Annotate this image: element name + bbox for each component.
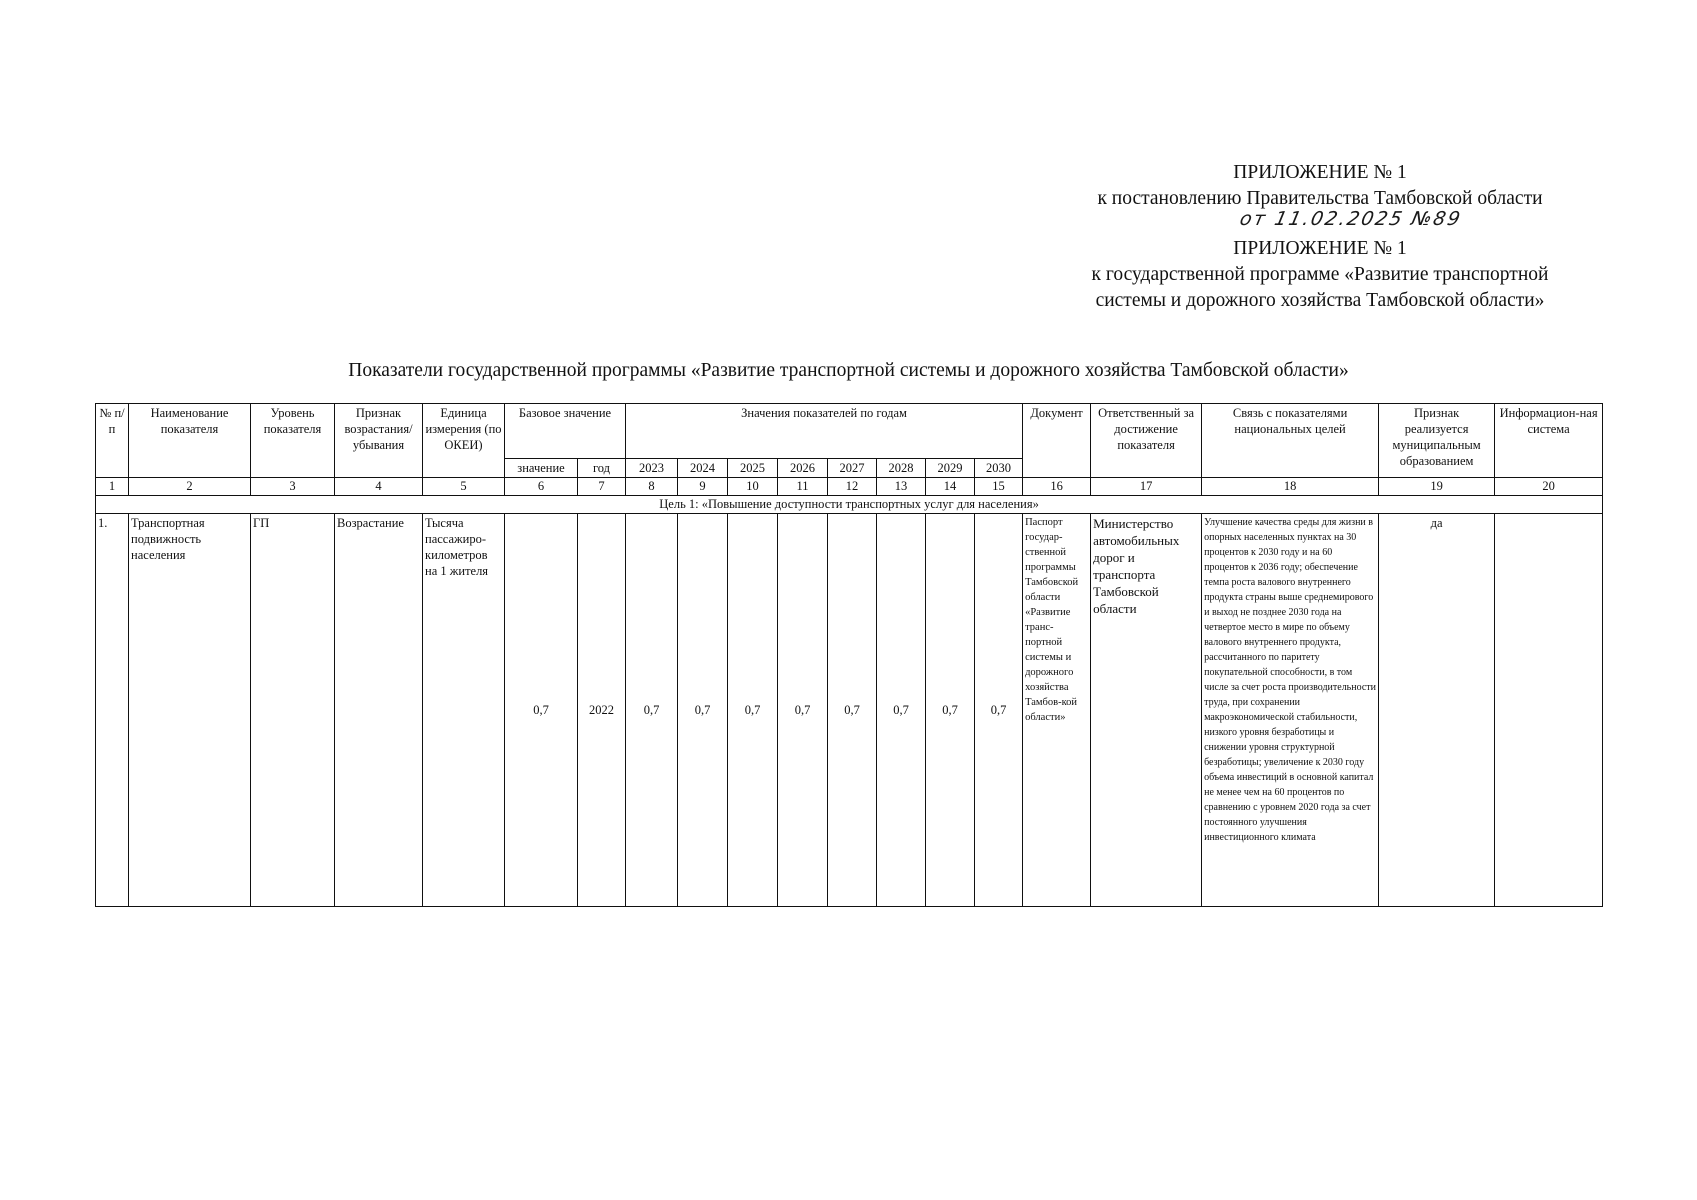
resolution-reference: к постановлению Правительства Тамбовской области xyxy=(1097,188,1543,209)
header-year: 2029 xyxy=(926,459,975,478)
goal-row xyxy=(96,496,1603,514)
header-year: 2025 xyxy=(728,459,778,478)
row-info-system xyxy=(1495,514,1603,907)
row-year-value: 0,7 xyxy=(678,514,728,907)
row-num: 1. xyxy=(96,514,129,907)
header-base-value: значение xyxy=(505,459,578,478)
column-number: 3 xyxy=(251,478,335,496)
header-link: Связь с показателями национальных целей xyxy=(1202,404,1379,478)
column-number: 7 xyxy=(578,478,626,496)
header-num: № п/п xyxy=(96,404,129,478)
header-responsible: Ответственный за достижение показателя xyxy=(1091,404,1202,478)
program-reference-line-1: к государственной программе «Развитие транспортной xyxy=(1091,264,1549,285)
column-number: 11 xyxy=(778,478,828,496)
header-year: 2026 xyxy=(778,459,828,478)
column-number: 8 xyxy=(626,478,678,496)
program-reference-line-2: системы и дорожного хозяйства Тамбовской области» xyxy=(1095,290,1545,311)
indicators-table xyxy=(95,403,1603,907)
row-municipal: да xyxy=(1379,514,1495,907)
appendix-title: ПРИЛОЖЕНИЕ № 1 xyxy=(1233,162,1407,183)
row-year-value: 0,7 xyxy=(728,514,778,907)
column-number: 6 xyxy=(505,478,578,496)
column-number: 17 xyxy=(1091,478,1202,496)
column-number: 4 xyxy=(335,478,423,496)
column-number: 18 xyxy=(1202,478,1379,496)
row-year-value: 0,7 xyxy=(877,514,926,907)
row-unit: Тысяча пассажиро-километров на 1 жителя xyxy=(423,514,505,907)
appendix-header xyxy=(1040,160,1600,314)
row-year-value: 0,7 xyxy=(778,514,828,907)
row-base-value: 0,7 xyxy=(505,514,578,907)
table-row xyxy=(96,514,1603,907)
column-number: 2 xyxy=(129,478,251,496)
column-number: 12 xyxy=(828,478,877,496)
column-number: 20 xyxy=(1495,478,1603,496)
table-header-row xyxy=(96,404,1603,459)
header-municipal: Признак реализуется муниципальным образованием xyxy=(1379,404,1495,478)
row-document: Паспорт государ-ственной программы Тамбовской области «Развитие транс-портной системы и дорожного хозяйства Тамбов-кой области» xyxy=(1023,514,1091,907)
header-level: Уровень показателя xyxy=(251,404,335,478)
header-years-group: Значения показателей по годам xyxy=(626,404,1023,459)
goal-text: Цель 1: «Повышение доступности транспортных услуг для населения» xyxy=(96,496,1603,514)
row-trend: Возрастание xyxy=(335,514,423,907)
row-responsible: Министерство автомобильных дорог и транспорта Тамбовской области xyxy=(1091,514,1202,907)
column-number: 13 xyxy=(877,478,926,496)
row-year-value: 0,7 xyxy=(626,514,678,907)
header-unit: Единица измерения (по ОКЕИ) xyxy=(423,404,505,478)
row-year-value: 0,7 xyxy=(828,514,877,907)
column-number: 10 xyxy=(728,478,778,496)
header-base: Базовое значение xyxy=(505,404,626,459)
column-number: 1 xyxy=(96,478,129,496)
row-name: Транспортная подвижность населения xyxy=(129,514,251,907)
row-base-year: 2022 xyxy=(578,514,626,907)
header-year: 2028 xyxy=(877,459,926,478)
header-year: 2024 xyxy=(678,459,728,478)
column-number: 9 xyxy=(678,478,728,496)
header-info-system: Информацион-ная система xyxy=(1495,404,1603,478)
row-level: ГП xyxy=(251,514,335,907)
row-year-value: 0,7 xyxy=(975,514,1023,907)
column-number: 15 xyxy=(975,478,1023,496)
program-appendix-title: ПРИЛОЖЕНИЕ № 1 xyxy=(1233,238,1407,259)
header-name: Наименование показателя xyxy=(129,404,251,478)
column-number: 16 xyxy=(1023,478,1091,496)
column-number: 14 xyxy=(926,478,975,496)
header-base-year: год xyxy=(578,459,626,478)
header-year: 2027 xyxy=(828,459,877,478)
header-year: 2030 xyxy=(975,459,1023,478)
column-number-row xyxy=(96,478,1603,496)
column-number: 19 xyxy=(1379,478,1495,496)
row-national-goals-link: Улучшение качества среды для жизни в опорных населенных пунктах на 30 процентов к 2030 году и на 60 процентов к 2036 году; обеспечение темпа роста валового внутреннего продукта страны выше среднемирового и выход не позднее 2030 года на четвертое место в мире по объему валового внутреннего продукта, рассчитанного по паритету покупательной способности, в том числе за счет роста производительности труда, при сохранении макроэкономической стабильности, низкого уровня безработицы и снижении уровня структурной безработицы; увеличение к 2030 году объема инвестиций в основной капитал не менее чем на 60 процентов по сравнению с уровнем 2020 года за счет постоянного улучшения инвестиционного климата xyxy=(1202,514,1379,907)
handwritten-date-number: от 11.02.2025 №89 xyxy=(1237,208,1464,230)
header-year: 2023 xyxy=(626,459,678,478)
row-year-value: 0,7 xyxy=(926,514,975,907)
column-number: 5 xyxy=(423,478,505,496)
header-trend: Признак возрастания/ убывания xyxy=(335,404,423,478)
document-title: Показатели государственной программы «Развитие транспортной системы и дорожного хозяйства Тамбовской области» xyxy=(348,360,1349,381)
header-document: Документ xyxy=(1023,404,1091,478)
